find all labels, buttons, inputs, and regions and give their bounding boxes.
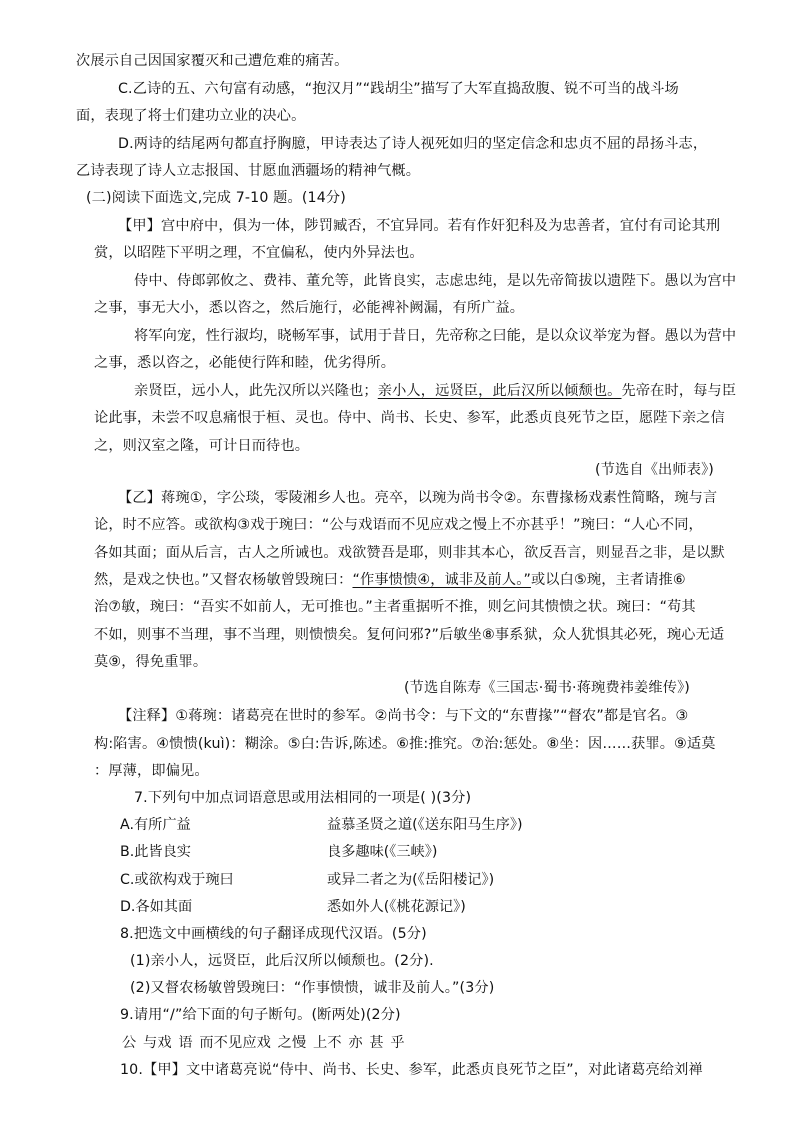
- passage-yi-line: [94, 570, 686, 590]
- annotation-line: 构:陷害。④愦愦(kuì)：糊涂。⑤白:告诉,陈述。⑥推:推究。⑦治:惩处。⑧坐：因……获罪。⑨适莫: [94, 736, 716, 752]
- passage-jia-line: 之，则汉室之隆，可计日而待也。: [94, 438, 310, 454]
- question-8: 8.把选文中画横线的句子翻译成现代汉语。(5分): [120, 926, 427, 942]
- question-7-option-b-right: 良多趣味(《三峡》): [327, 844, 438, 860]
- option-c-line: C.乙诗的五、六句富有动感，“抱汉月”“践胡尘”描写了大军直捣敌腹、锐不可当的战斗场: [118, 81, 679, 97]
- question-7-option-d-right: 悉如外人(《桃花源记》): [327, 899, 466, 915]
- passage-jia-line: 【甲】宫中府中，俱为一体，陟罚臧否，不宜异同。若有作奸犯科及为忠善者，宜付有司论其刑: [118, 218, 721, 234]
- section-heading: (二)阅读下面选文,完成 7-10 题。(14分): [86, 190, 346, 206]
- annotation-line: 【注释】①蒋琬：诸葛亮在世时的参军。②尚书令：与下文的“东曹掾”“督农”都是官名。③: [118, 708, 689, 724]
- question-8-part-2: (2)又督农杨敏曾毁琬曰：“作事愦愦，诚非及前人。”(3分): [130, 980, 495, 996]
- underlined-sentence-2: “作事愦愦④，诚非及前人。”: [352, 572, 531, 588]
- option-d-line: D.两诗的结尾两句都直抒胸臆，甲诗表达了诗人视死如归的坚定信念和忠贞不屈的昂扬斗志，: [118, 136, 708, 152]
- text-span: 然，是戏之快也。”又督农杨敏曾毁琬曰：: [94, 572, 353, 588]
- passage-jia-line: 之事，事无大小，悉以咨之，然后施行，必能裨补阙漏，有所广益。: [94, 300, 525, 316]
- passage-jia-line: 将军向宠，性行淑均，晓畅军事，试用于昔日，先帝称之曰能，是以众议举宠为督。愚以为营中: [134, 328, 737, 344]
- question-7-option-b-left: B.此皆良实: [120, 844, 191, 860]
- passage-yi-line: 不如，则事不当理，事不当理，则愦愦矣。复何问邪?”后敏坐⑧事系狱，众人犹惧其必死，琬心无适: [94, 627, 725, 643]
- passage-yi-line: 【乙】蒋琬①，字公琰，零陵湘乡人也。亮卒，以琬为尚书令②。东曹掾杨戏素性简略，琬与言: [118, 490, 718, 506]
- passage-jia-line: 侍中、侍郎郭攸之、费祎、董允等，此皆良实，志虑忠纯，是以先帝简拔以遗陛下。愚以为宫中: [134, 273, 737, 289]
- question-9-sentence: 公 与戏 语 而不见应戏 之慢 上不 亦 甚 乎: [122, 1035, 405, 1051]
- passage-yi-line: 治⑦敏，琬曰：“吾实不如前人，无可推也。”主者重据听不推，则乞问其愦愦之状。琬曰：“苟其: [94, 599, 696, 615]
- passage-yi-line: 莫⑨，得免重罪。: [94, 654, 208, 670]
- text-line: 乙诗表现了诗人立志报国、甘愿血洒疆场的精神气概。: [76, 163, 421, 179]
- passage-jia-line: 之事，悉以咨之，必能使行阵和睦，优劣得所。: [94, 355, 396, 371]
- passage-jia-line: 论此事，未尝不叹息痛恨于桓、灵也。侍中、尚书、长史、参军，此悉贞良死节之臣，愿陛下亲之信: [94, 410, 725, 426]
- question-8-part-1: (1)亲小人，远贤臣，此后汉所以倾颓也。(2分).: [130, 953, 434, 969]
- question-9: 9.请用“/”给下面的句子断句。(断两处)(2分): [120, 1007, 401, 1023]
- question-7-option-a-left: A.有所广益: [120, 817, 191, 833]
- source-note: (节选自陈寿《三国志·蜀书·蒋琬费祎姜维传》): [403, 680, 690, 696]
- question-7-option-c-left: C.或欲构戏于琬曰: [120, 872, 234, 888]
- annotation-line: ：厚薄，即偏见。: [94, 763, 209, 779]
- question-7-option-a-right: 益慕圣贤之道(《送东阳马生序》): [327, 817, 523, 833]
- text-line: 次展示自己因国家覆灭和己遭危难的痛苦。: [76, 53, 349, 69]
- question-7-option-c-right: 或异二者之为(《岳阳楼记》): [327, 872, 495, 888]
- text-span: 亲贤臣，远小人，此先汉所以兴隆也；: [134, 383, 378, 399]
- source-note: (节选自《出师表》): [595, 462, 714, 478]
- text-line: 面，表现了将士们建功立业的决心。: [76, 108, 306, 124]
- passage-yi-line: 论，时不应答。或欲构③戏于琬曰：“公与戏语而不见应戏之慢上不亦甚乎！”琬曰：“人心不同，: [94, 517, 703, 533]
- question-7-option-d-left: D.各如其面: [120, 899, 193, 915]
- passage-jia-line: 赏，以昭陛下平明之理，不宜偏私，使内外异法也。: [94, 245, 424, 261]
- text-span: 或以白⑤琬，主者请推⑥: [530, 572, 686, 588]
- underlined-sentence-1: 亲小人，远贤臣，此后汉所以倾颓也。: [377, 383, 622, 399]
- question-10: 10.【甲】文中诸葛亮说“侍中、尚书、长史、参军，此悉贞良死节之臣”，对此诸葛亮给刘禅: [120, 1062, 703, 1078]
- text-span: 先帝在时，每与臣: [621, 383, 737, 399]
- passage-jia-line: [134, 381, 736, 401]
- question-7: 7.下列句中加点词语意思或用法相同的一项是( )(3分): [134, 790, 472, 806]
- passage-yi-line: 各如其面；面从后言，古人之所诫也。戏欲赞吾是耶，则非其本心，欲反吾言，则显吾之非，是以默: [94, 545, 725, 561]
